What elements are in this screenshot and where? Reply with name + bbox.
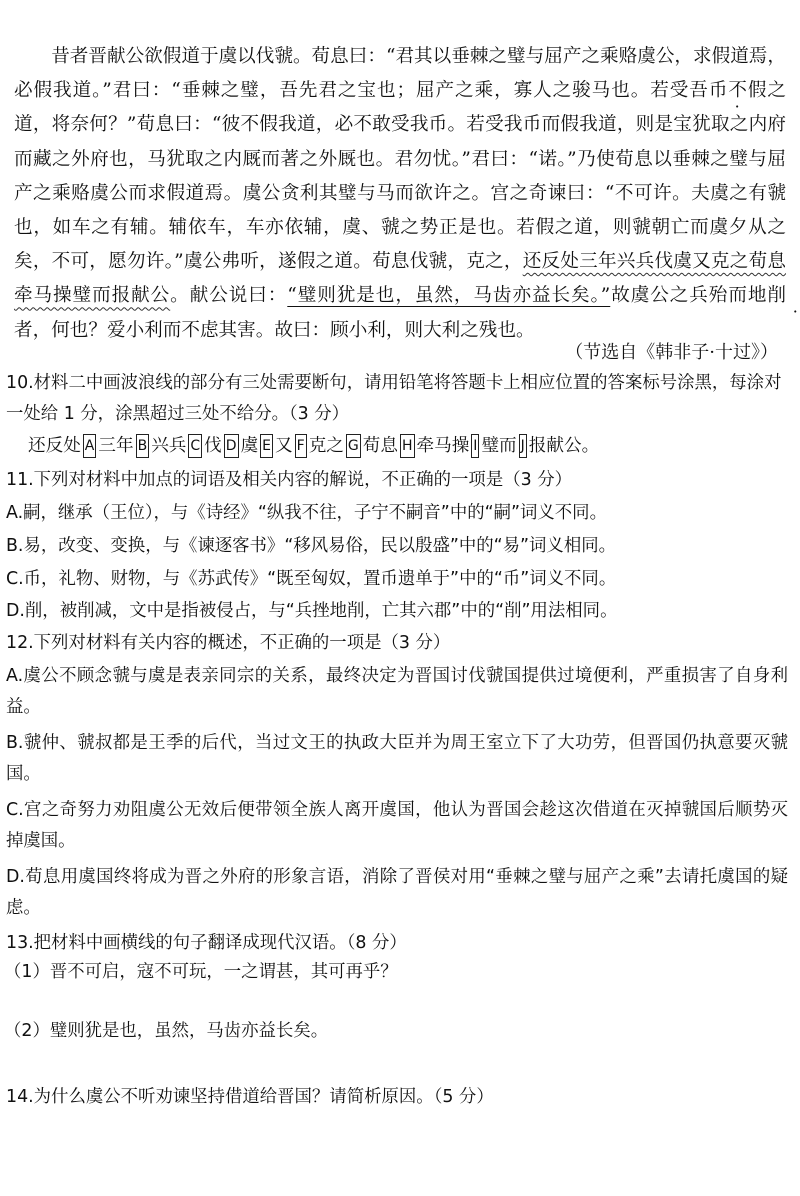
passage-part: 不假之道，将奈何？”荀息曰：“彼不假我道，必不敢受我币。若受我币而假我道，则是宝犹取之内府而藏之外府也，马犹取之内厩而著之外厩也。君勿忧。”君曰：“诺。”乃使荀息以垂棘之璧与屈产之乘赂虞公而求假道焉。虞公贪利其璧与马而欲许之。宫之奇谏曰：“不可许。夫虞之有虢也，如车之有辅。辅依车，车亦依辅，虞、虢之势正是也。若假之道，则虢朝亡而虞夕从之矣，不可，愿勿许。”虞公弗听，遂假之道。荀息伐虢，克之， bbox=[14, 80, 786, 273]
source-citation: （节选自《韩非子·十过》） bbox=[565, 342, 778, 363]
passage-part: 故虞公之兵殆而地 bbox=[610, 285, 768, 307]
wavy-underlined-sentence: 还反处三年兴兵伐虞又克之荀息牵马操璧而报献公 bbox=[14, 251, 786, 307]
dotted-word-xue: 削 bbox=[767, 285, 786, 307]
segment: 荀息 bbox=[362, 436, 398, 456]
passage-part: 者，何也？爱小利而不虑其害。故曰：顾小利，则大利之残也。 bbox=[14, 319, 535, 341]
q13-sentence-2: （2）璧则犹是也，虽然，马齿亦益长矣。 bbox=[4, 1021, 329, 1041]
break-marker-i[interactable]: I bbox=[471, 434, 479, 458]
segment: 虞 bbox=[240, 436, 259, 456]
segment: 又 bbox=[275, 436, 293, 456]
question-13-stem: 13.把材料中画横线的句子翻译成现代汉语。（8 分） bbox=[6, 933, 407, 953]
q11-option-a: A.嗣，继承（王位），与《诗经》“纵我不往，子宁不嗣音”中的“嗣”词义不同。 bbox=[6, 503, 607, 523]
sentence-break-row bbox=[28, 432, 599, 460]
break-marker-b[interactable]: B bbox=[136, 434, 150, 458]
segment: 兴兵 bbox=[151, 436, 187, 456]
q12-option-b: B.虢仲、虢叔都是王季的后代，当过文王的执政大臣并为周王室立下了大功劳，但晋国仍执意要灭虢国。 bbox=[6, 733, 788, 784]
q11-option-b: B.易，改变、变换，与《谏逐客书》“移风易俗，民以殷盛”中的“易”词义相同。 bbox=[6, 536, 617, 556]
passage-part: 昔者晋献公欲假道于虞以伐虢。荀息曰：“君其以垂棘之璧与屈产之乘赂虞公，求假道焉，必假我道。”君曰：“垂棘之璧，吾先君之宝也；屈产之乘，寡人之骏马也。若受吾 bbox=[14, 46, 786, 102]
break-marker-a[interactable]: A bbox=[83, 434, 97, 458]
break-marker-j[interactable]: J bbox=[519, 434, 527, 458]
q12-option-a: A.虞公不顾念虢与虞是表亲同宗的关系，最终决定为晋国讨伐虢国提供过境便利，严重损害了自身利益。 bbox=[6, 666, 788, 717]
segment: 报献公。 bbox=[528, 436, 600, 456]
segment: 克之 bbox=[308, 436, 344, 456]
segment: 还反处 bbox=[28, 436, 81, 456]
break-marker-e[interactable]: E bbox=[260, 434, 273, 458]
passage-text bbox=[14, 40, 786, 348]
break-marker-g[interactable]: G bbox=[346, 434, 361, 458]
break-marker-h[interactable]: H bbox=[400, 434, 415, 458]
underlined-sentence: “璧则犹是也，虽然，马齿亦益长矣。” bbox=[287, 285, 611, 307]
question-12-stem: 12.下列对材料有关内容的概述，不正确的一项是（3 分） bbox=[6, 633, 451, 653]
segment: 三年 bbox=[98, 436, 134, 456]
q12-option-d: D.荀息用虞国终将成为晋之外府的形象言语，消除了晋侯对用“垂棘之璧与屈产之乘”去请托虞国的疑虑。 bbox=[6, 867, 788, 918]
segment: 牵马操 bbox=[416, 436, 470, 456]
q13-sentence-1: （1）晋不可启，寇不可玩，一之谓甚，其可再乎？ bbox=[4, 962, 398, 982]
break-marker-d[interactable]: D bbox=[224, 434, 239, 458]
passage-part: 。献公说曰： bbox=[170, 285, 288, 307]
dotted-word-bi: 币 bbox=[708, 80, 729, 102]
question-14-stem: 14.为什么虞公不听劝谏坚持借道给晋国？请简析原因。（5 分） bbox=[6, 1087, 494, 1107]
segment: 伐 bbox=[204, 436, 222, 456]
q11-option-d: D.削，被削减，文中是指被侵占，与“兵挫地削，亡其六郡”中的“削”用法相同。 bbox=[6, 601, 618, 621]
break-marker-c[interactable]: C bbox=[188, 434, 202, 458]
question-10-stem: 10.材料二中画波浪线的部分有三处需要断句，请用铅笔将答题卡上相应位置的答案标号涂黑，每涂对一处给 1 分，涂黑超过三处不给分。（3 分） bbox=[6, 373, 782, 424]
question-11-stem: 11.下列对材料中加点的词语及相关内容的解说，不正确的一项是（3 分） bbox=[6, 470, 572, 490]
break-marker-f[interactable]: F bbox=[295, 434, 307, 458]
q11-option-c: C.币，礼物、财物，与《苏武传》“既至匈奴，置币遗单于”中的“币”词义不同。 bbox=[6, 569, 617, 589]
segment: 璧而 bbox=[481, 436, 517, 456]
q12-option-c: C.宫之奇努力劝阻虞公无效后便带领全族人离开虞国，他认为晋国会趁这次借道在灭掉虢国后顺势灭掉虞国。 bbox=[6, 800, 788, 851]
